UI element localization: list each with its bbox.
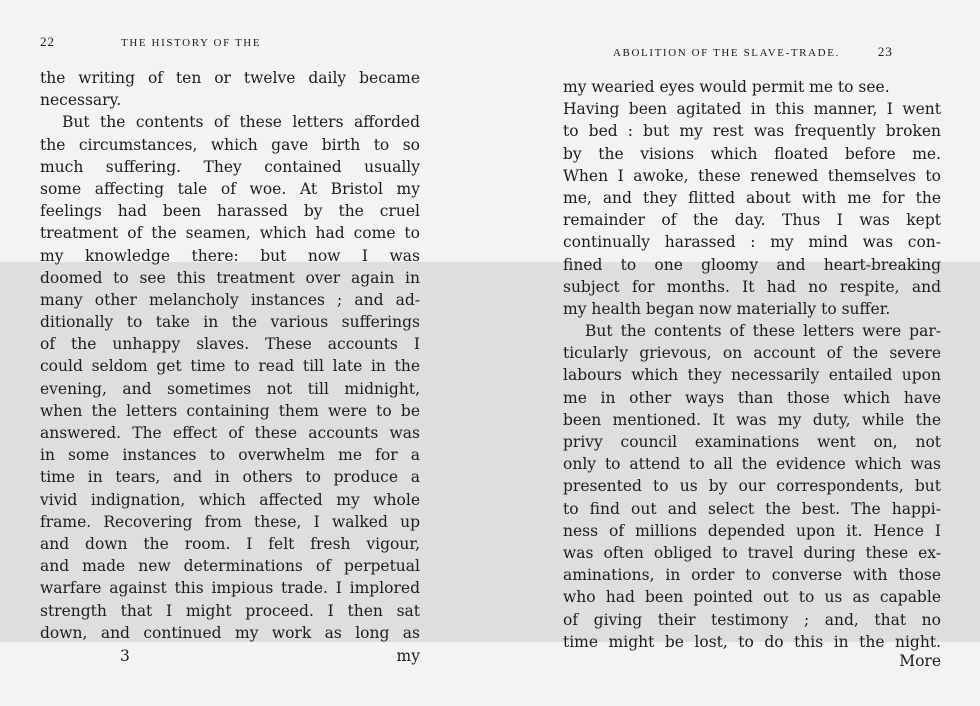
text-line: remainder of the day. Thus I was kept — [563, 211, 941, 230]
text-line: my health began now materially to suffer. — [563, 299, 891, 318]
text-line: much suffering. They contained usually — [40, 157, 420, 176]
text-line: presented to us by our correspondents, but — [563, 477, 941, 496]
text-line: answered. The effect of these accounts was — [40, 424, 420, 442]
text-line: vivid indignation, which affected my whole — [40, 490, 420, 509]
text-line: and made new determinations of perpetual — [40, 557, 420, 576]
text-line: Having been agitated in this manner, I went — [563, 100, 941, 119]
left-catchword: my — [396, 647, 420, 665]
text-line: subject for months. It had no respite, and — [563, 277, 941, 296]
text-line: to bed : but my rest was frequently broken — [563, 122, 941, 141]
left-running-title: THE HISTORY OF THE — [121, 37, 262, 49]
text-line: evening, and sometimes not till midnight, — [40, 379, 420, 398]
left-body-text — [40, 67, 420, 644]
text-line: of the unhappy slaves. These accounts I — [40, 335, 420, 354]
left-page-number: 22 — [40, 34, 55, 49]
left-running-head — [40, 34, 261, 50]
text-line: continually harassed : my mind was con- — [563, 233, 941, 252]
text-line: ness of millions depended upon it. Hence I — [563, 521, 941, 540]
text-line: privy council examinations went on, not — [563, 433, 941, 451]
text-line: When I awoke, these renewed themselves to — [563, 166, 941, 185]
text-line: by the visions which floated before me. — [563, 144, 941, 163]
text-line: many other melancholy instances ; and ad- — [40, 290, 420, 309]
text-line: me, and they flitted about with me for the — [563, 188, 941, 207]
right-page — [563, 0, 941, 706]
text-line: doomed to see this treatment over again in — [40, 268, 420, 287]
text-line: time in tears, and in others to produce a — [40, 468, 420, 487]
text-line: my wearied eyes would permit me to see. — [563, 78, 890, 96]
right-page-number: 23 — [877, 44, 893, 59]
text-line: some affecting tale of woe. At Bristol my — [40, 179, 420, 198]
text-line: ticularly grievous, on account of the severe — [563, 344, 941, 363]
text-line: my knowledge there: but now I was — [40, 246, 420, 265]
right-running-head — [613, 44, 893, 60]
text-line: was often obliged to travel during these ex- — [563, 543, 941, 562]
text-line: in some instances to overwhelm me for a — [40, 446, 420, 465]
text-line: feelings had been harassed by the cruel — [40, 202, 420, 221]
text-line: time might be lost, to do this in the night. — [563, 632, 941, 651]
text-line: fined to one gloomy and heart-breaking — [563, 255, 941, 274]
text-line: when the letters containing them were to be — [40, 401, 420, 420]
text-line: treatment of the seamen, which had come to — [40, 224, 420, 243]
text-line: only to attend to all the evidence which was — [563, 455, 941, 474]
text-line: could seldom get time to read till late in the — [40, 357, 420, 376]
text-line: warfare against this impious trade. I implored — [40, 579, 420, 598]
right-catchword: More — [899, 652, 941, 670]
text-line: down, and continued my work as long as — [40, 623, 420, 642]
text-line: necessary. — [40, 91, 122, 110]
text-line: But the contents of these letters were par- — [585, 322, 941, 341]
right-body-text — [563, 76, 941, 653]
left-page — [40, 0, 420, 706]
text-line: who had been pointed out to us as capable — [563, 588, 941, 607]
text-line: labours which they necessarily entailed upon — [563, 366, 941, 385]
text-line: the writing of ten or twelve daily became — [40, 69, 420, 87]
right-running-title: ABOLITION OF THE SLAVE-TRADE. — [613, 47, 840, 59]
text-line: been mentioned. It was my duty, while the — [563, 410, 941, 429]
text-line: aminations, in order to converse with those — [563, 566, 941, 585]
text-line: frame. Recovering from these, I walked up — [40, 512, 420, 531]
signature-mark: 3 — [120, 647, 130, 665]
text-line: ditionally to take in the various sufferings — [40, 313, 420, 332]
text-line: the circumstances, which gave birth to so — [40, 135, 420, 154]
text-line: to find out and select the best. The happi- — [563, 499, 941, 518]
text-line: me in other ways than those which have — [563, 388, 941, 407]
text-line: of giving their testimony ; and, that no — [563, 610, 941, 629]
text-line: strength that I might proceed. I then sat — [40, 601, 420, 620]
text-line: and down the room. I felt fresh vigour, — [40, 534, 420, 553]
text-line: But the contents of these letters afforded — [62, 113, 420, 132]
